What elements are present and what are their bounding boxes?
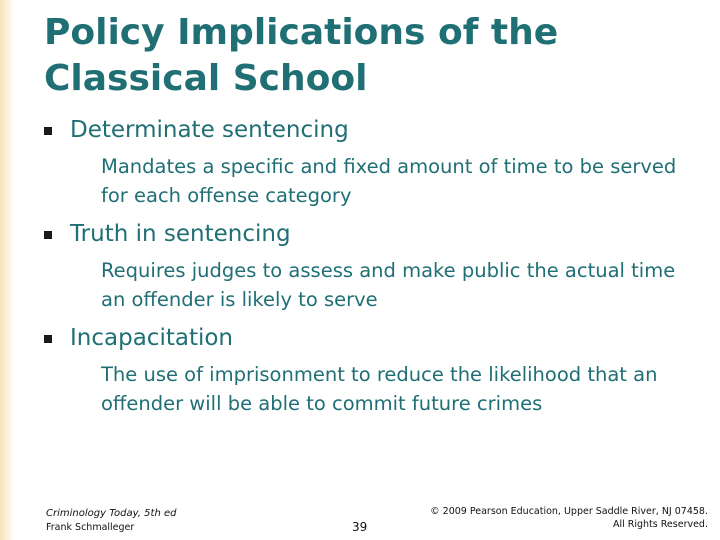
copyright-line-1: © 2009 Pearson Education, Upper Saddle River, NJ 07458. — [430, 506, 708, 517]
square-bullet-icon — [44, 231, 52, 239]
page-number: 39 — [352, 520, 368, 534]
bullet-item-determinate-sentencing — [44, 114, 349, 146]
bullet-item-truth-in-sentencing — [44, 218, 291, 250]
bullet-item-incapacitation — [44, 322, 233, 354]
slide-title: Policy Implications of the Classical School — [44, 12, 559, 99]
square-bullet-icon — [44, 335, 52, 343]
bullet-description: The use of imprisonment to reduce the likelihood that an offender will be able to commit future crimes — [101, 363, 658, 415]
bullet-label: Determinate sentencing — [70, 117, 349, 143]
footer-author: Frank Schmalleger — [46, 522, 135, 533]
footer-copyright — [430, 505, 708, 531]
bullet-label: Incapacitation — [70, 325, 233, 351]
bullet-label: Truth in sentencing — [70, 221, 291, 247]
square-bullet-icon — [44, 127, 52, 135]
footer-citation — [46, 506, 176, 535]
bullet-description: Mandates a specific and fixed amount of time to be served for each offense category — [101, 155, 677, 207]
left-decorative-stripe — [0, 0, 14, 540]
copyright-line-2: All Rights Reserved. — [612, 519, 708, 530]
bullet-description: Requires judges to assess and make public the actual time an offender is likely to serve — [101, 259, 676, 311]
footer-book-title: Criminology Today, 5th ed — [46, 508, 177, 519]
